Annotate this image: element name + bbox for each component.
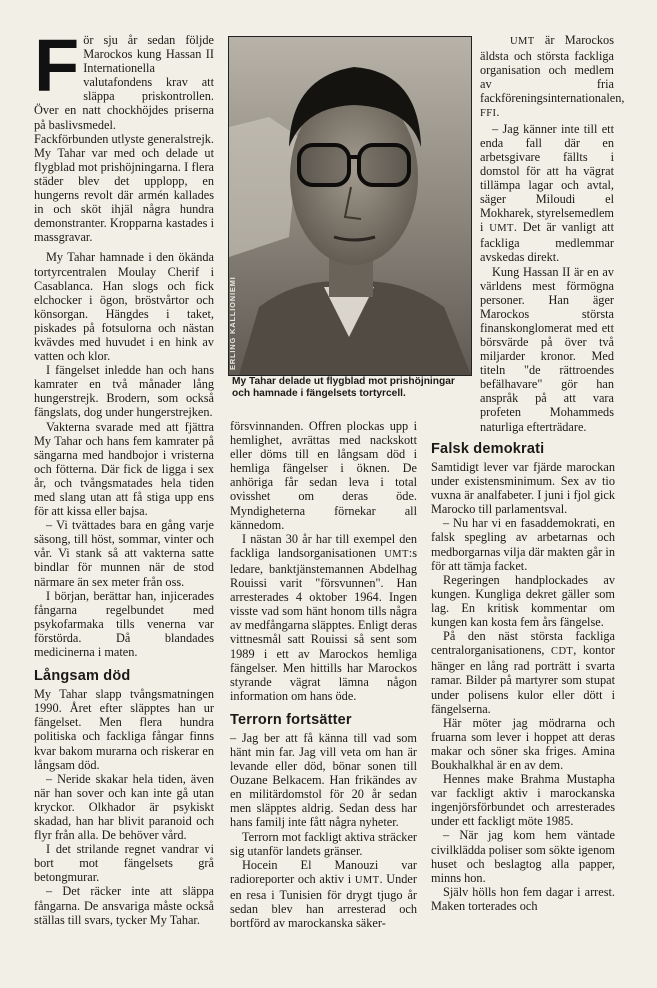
body-paragraph: Regeringen handplockades av kungen. Kungliga dekret gäller som lag. En kritisk kommentar om kungen kan kosta fem års fängelse. (431, 572, 615, 630)
body-paragraph: – När jag kom hem väntade civilklädda poliser som sökte igenom huset och beslagtog alla papper, minns hon. (431, 828, 615, 885)
body-paragraph: I början, berättar han, injicerades fångarna regelbundet med psykofarmaka tills venerna var förstörda. Då blandades medicinerna i maten. (34, 588, 214, 660)
body-paragraph: – Jag känner inte till ett enda fall där en arbetsgivare fällts i domstol för att ha vägrat tillämpa lagar och avtal, säger Miloudi el Mokharek, styrelsemedlem i UMT. Det är vanligt att fackliga medlemmar avskedas direkt. (480, 121, 614, 265)
body-paragraph: – Det räcker inte att släppa fångarna. De ansvariga måste också ställas till svars, tycker My Tahar. (34, 884, 214, 927)
body-paragraph: Terrorn mot fackligt aktiva sträcker sig utanför landets gränser. (230, 829, 417, 858)
body-paragraph: – Nu har vi en fasaddemokrati, en falsk spegling av arbetarnas och medborgarnas vilja där makten går in för att tämja facket. (431, 516, 615, 573)
body-paragraph: Hocein El Manouzi var radioreporter och aktiv i UMT. Under en resa i Tunisien för drygt tjugo år sedan blev han arresterad och bortförd av marockanska säker- (230, 857, 417, 931)
subheading: Falsk demokrati (431, 441, 545, 457)
body-paragraph: – Vi tvättades bara en gång varje säsong, till höst, sommar, vinter och vår. Vi stank så att vakterna satte bindlar för munnen när de stod närmare än sex meter från oss. (34, 518, 214, 589)
subheading: Långsam död (34, 668, 131, 685)
body-paragraph: – Jag ber att få känna till vad som hänt min far. Jag vill veta om han är levande eller död, bönar sonen till Ouzane Belkacem. Han frikändes av en militärdomstol för 20 år sedan men släpptes aldrig. Sedan dess har hans familj inte fått några nyheter. (230, 730, 417, 830)
body-paragraph: Själv hölls hon fem dagar i arrest. Maken torterades och (431, 884, 615, 913)
body-paragraph: UMT är Marockos äldsta och största fackliga organisation och medlem av fria fackföreningsinternationalen, FFI. (480, 33, 625, 120)
body-paragraph: I fängelset inledde han och hans kamrater en två månader lång hungerstrejk. Brodern, som också fängslats, dog under hungerstrejken. (34, 363, 214, 420)
body-paragraph: I det strilande regnet vandrar vi bort mot fängelsets grå betongmurar. (34, 842, 214, 885)
body-paragraph: – Neride skakar hela tiden, även när han sover och kan inte gå utan kryckor. Olkhador är psykiskt skadad, han har blivit paranoid och flyr från alla. De behöver vård. (34, 771, 214, 843)
body-paragraph: My Tahar hamnade i den ökända tortyrcentralen Moulay Cherif i Casablanca. Han slogs och fick elchocker i ögon, bröstvårtor och könsorgan. Hängdes i taket, piskades på fotsulorna och nästan kvävdes med huvudet i en hink av vatten och klor. (34, 250, 214, 364)
body-paragraph: Hennes make Brahma Mustapha var fackligt aktiv i marockanska ingenjörsförbundet och arresterades under ett fackligt möte 1985. (431, 772, 615, 829)
body-paragraph: försvinnanden. Offren plockas upp i hemlighet, avrättas med nackskott eller döms till en långsam död i hemliga fängelser i öknen. De anhöriga får sedan leva i total ovisshet om deras öde. Myndigheterna förnekar all kännedom. (230, 419, 417, 532)
body-paragraph: Här möter jag mödrarna och fruarna som lever i hoppet att deras makar och söner ska friges. Amina Boukhalkhal är en av dem. (431, 715, 615, 772)
body-paragraph: Vakterna svarade med att fjättra My Tahar och hans fem kamrater på sängarna med handbojor i vristerna och fötterna. Där fick de ligga i sex år, och tvångsmatades hela tiden med slang utan att få stiga upp ens för att kissa eller bajsa. (34, 419, 214, 519)
article-column-2 (230, 419, 417, 930)
photo-caption: My Tahar delade ut flygblad mot prishöjningar och hamnade i fängelsets tortyrcell. (232, 376, 455, 399)
article-column-3 (480, 33, 625, 434)
photo-credit: ERLING KALLIONIEMI (228, 276, 237, 370)
body-paragraph: I nästan 30 år har till exempel den fackliga landsorganisationen UMT:s ledare, banktjänstemannen Abdelhag Rouissi varit "försvunnen". Han arresterades 4 oktober 1964. Ingen visste vad som hänt honom tills några av medfångarna släpptes. Enligt deras vittnesmål satt Rouissi så sent som 1989 i ett av Marockos hemliga fängelser. Men hittills har Marockos styrande vägrat lämna någon information om hans öde. (230, 531, 417, 703)
body-paragraph: Kung Hassan II är en av världens mest förmögna personer. Han äger Marockos största finanskonglomerat med ett börsvärde på över två miljarder kronor. Med titeln "de rättroendes befälhavare" gör han anspråk på att vara profeten Mohammeds naturliga efterträdare. (480, 264, 614, 434)
article-column-3-continued (431, 441, 615, 913)
body-paragraph: På den näst största fackliga centralorganisationens, CDT, kontor hänger en lång rad porträtt i svarta ramar. Bilder på martyrer som stupat under polisens kulor eller dött i fängelserna. (431, 629, 615, 716)
body-paragraph: Samtidigt lever var fjärde marockan under existensminimum. Sex av tio vuxna är analfabeter. I juni i fjol gick Marocko till parlamentsval. (431, 460, 615, 517)
body-paragraph: Fackförbunden utlyste generalstrejk. My Tahar var med och delade ut flygblad mot prishöjningarna. I flera städer blev det upplopp, en hungerns revolt där armén kallades in och sköt ihjäl några hundra demonstranter. Kropparna kastades i massgravar. (34, 131, 214, 245)
portrait-photo (228, 36, 472, 376)
lead-paragraph: För sju år sedan följde Marockos kung Hassan II Internationella valutafondens krav att släppa priskontrollen. Över en natt chockhöjdes priserna på baslivsmedel. (34, 24, 214, 132)
article-column-1 (34, 24, 214, 927)
body-paragraph: My Tahar slapp tvångsmatningen 1990. Året efter släpptes han ur fängelset. Men flera hundra politiska och fackliga fångar finns kvar bakom murarna och riskerar en långsam död. (34, 687, 214, 772)
portrait-image (229, 37, 471, 375)
drop-cap: F (34, 24, 80, 107)
subheading: Terrorn fortsätter (230, 711, 352, 728)
